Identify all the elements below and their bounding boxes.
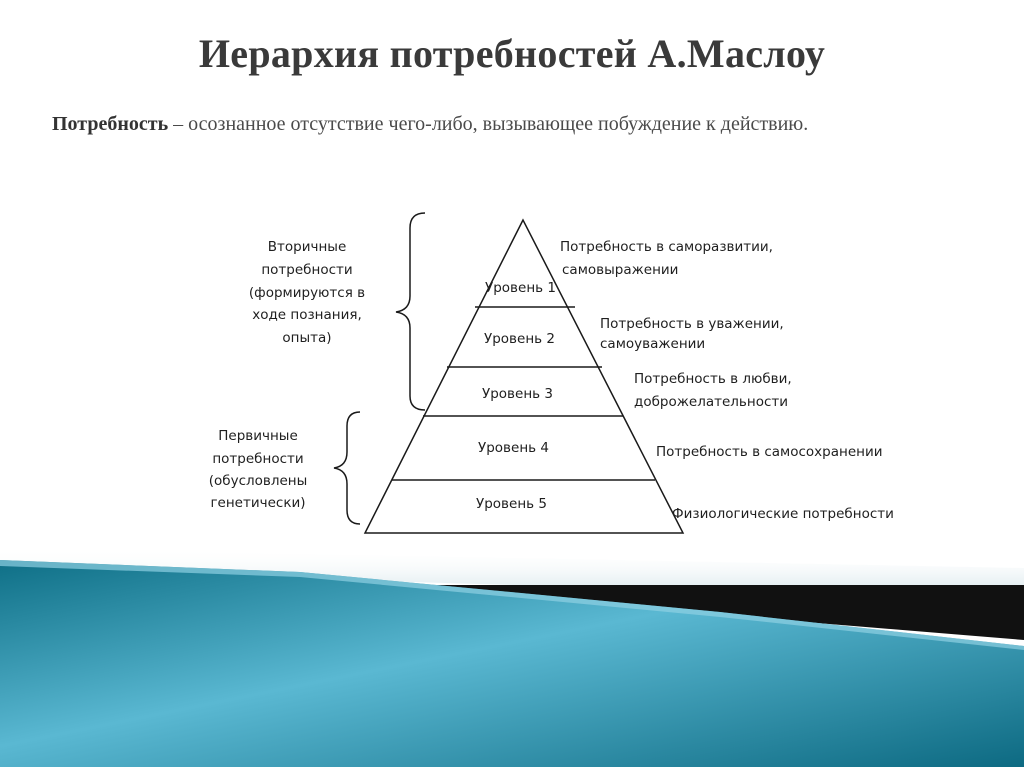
level-1-need: Физиологические потребности bbox=[672, 506, 894, 522]
level-4-label: Уровень 2 bbox=[484, 331, 555, 347]
level-5-label: Уровень 1 bbox=[485, 280, 556, 296]
primary-needs-line-4: генетически) bbox=[210, 495, 306, 511]
definition-term: Потребность bbox=[52, 113, 169, 135]
definition-text: – осознанное отсутствие чего-либо, вызывающее побуждение к действию. bbox=[168, 113, 809, 135]
secondary-needs-line-3: (формируются в bbox=[248, 285, 366, 301]
primary-needs-line-2: потребности bbox=[212, 451, 304, 467]
slide-title: Иерархия потребностей А.Маслоу bbox=[198, 31, 826, 76]
secondary-needs-line-5: опыта) bbox=[282, 330, 332, 346]
secondary-needs-line-1: Вторичные bbox=[267, 239, 347, 255]
level-2-need: Потребность в самосохранении bbox=[656, 444, 883, 460]
level-3-label: Уровень 3 bbox=[482, 386, 553, 402]
primary-needs-line-3: (обусловлены bbox=[208, 473, 308, 489]
secondary-needs-line-2: потребности bbox=[261, 262, 353, 278]
secondary-needs-line-4: ходе познания, bbox=[252, 307, 362, 323]
level-3-need-line-1: Потребность в любви, bbox=[634, 371, 792, 387]
level-1-label: Уровень 5 bbox=[476, 496, 547, 512]
level-5-need-line-2: самовыражении bbox=[562, 262, 679, 278]
level-3-need-line-2: доброжелательности bbox=[634, 394, 789, 410]
level-4-need-line-2: самоуважении bbox=[600, 336, 706, 352]
level-2-label: Уровень 4 bbox=[478, 440, 549, 456]
level-4-need-line-1: Потребность в уважении, bbox=[600, 316, 784, 332]
primary-needs-line-1: Первичные bbox=[218, 428, 298, 444]
level-5-need-line-1: Потребность в саморазвитии, bbox=[560, 239, 773, 255]
